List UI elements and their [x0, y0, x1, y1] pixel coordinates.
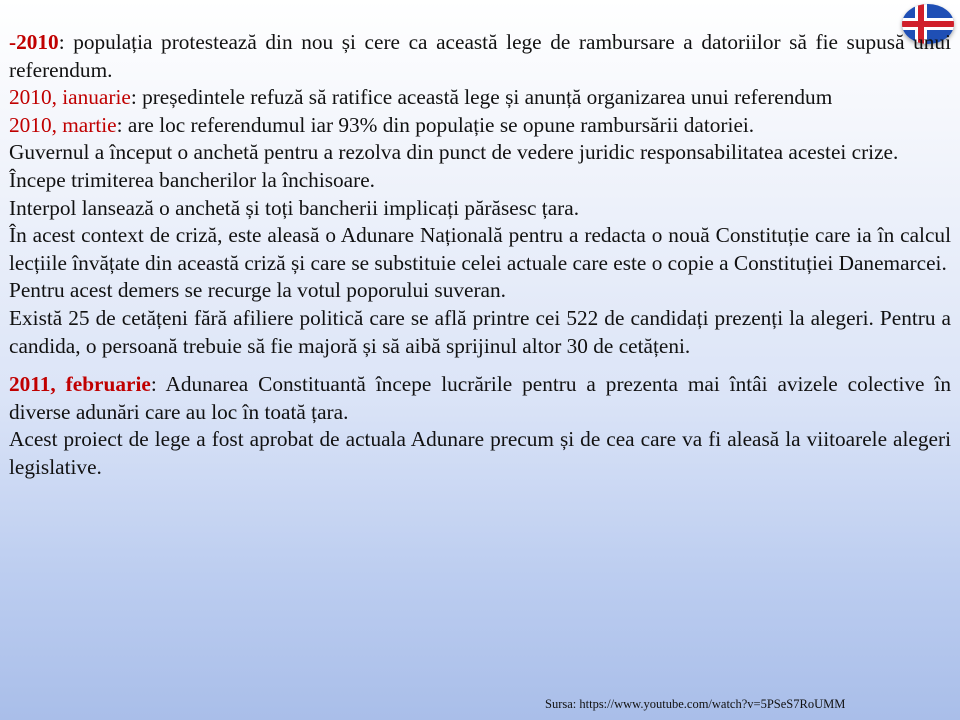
paragraph-march-2010: [9, 112, 951, 140]
paragraph-popular-vote: Pentru acest demers se recurge la votul poporului suveran.: [9, 278, 506, 303]
paragraph-text: : președintele refuză să ratifice această lege și anunță organizarea unui referendum: [130, 85, 833, 110]
paragraph-law-approval: Acest proiect de lege a fost aprobat de actuala Adunare precum și de cea care va fi aleasă la viitoarele alegeri legislative.: [9, 427, 951, 479]
date-2010: -2010: [9, 30, 59, 54]
paragraph-interpol: Interpol lansează o anchetă și toți bancherii implicați părăsesc țara.: [9, 195, 580, 220]
paragraph-text: : Adunarea Constituantă începe lucrările pentru a prezenta mai întâi avizele colective în diverse adunări care au loc în toată țara.: [9, 372, 951, 424]
date-january-2010: 2010, ianuarie: [9, 85, 131, 110]
paragraph-candidates: Există 25 de cetățeni fără afiliere politică care se află printre cei 522 de candidați prezenți la alegeri. Pentru a candida, o persoană trebuie să fie majoră și să aibă sprijinul altor 30 de cetățeni.: [9, 305, 951, 358]
paragraph-bankers-prison: Începe trimiterea bancherilor la închisoare.: [9, 167, 375, 192]
paragraph-february-2011: [9, 371, 951, 426]
paragraph-text: : populația protestează din nou și cere ca această lege de rambursare a datoriilor să fie supusă unui referendum.: [9, 30, 951, 82]
paragraph-text: : are loc referendumul iar 93% din populație se opune rambursării datoriei.: [116, 112, 755, 137]
paragraph-protest-2010: [9, 29, 951, 84]
paragraph-government-investigation: Guvernul a început o anchetă pentru a rezolva din punct de vedere juridic responsabilitatea acestei crize.: [9, 140, 899, 165]
slide-body-text: [9, 29, 951, 482]
paragraph-january-2010: [9, 84, 951, 112]
source-citation: Sursa: https://www.youtube.com/watch?v=5PSeS7RoUMM: [545, 697, 846, 711]
date-february-2011: 2011, februarie: [9, 372, 151, 397]
paragraph-national-assembly: În acest context de criză, este aleasă o Adunare Națională pentru a redacta o nouă Constituție care ia în calcul lecțiile învățate din această criză și care se substituie celei actuale care este o copie a Constituției Danemarcei.: [9, 223, 951, 275]
date-march-2010: 2010, martie: [9, 112, 117, 137]
